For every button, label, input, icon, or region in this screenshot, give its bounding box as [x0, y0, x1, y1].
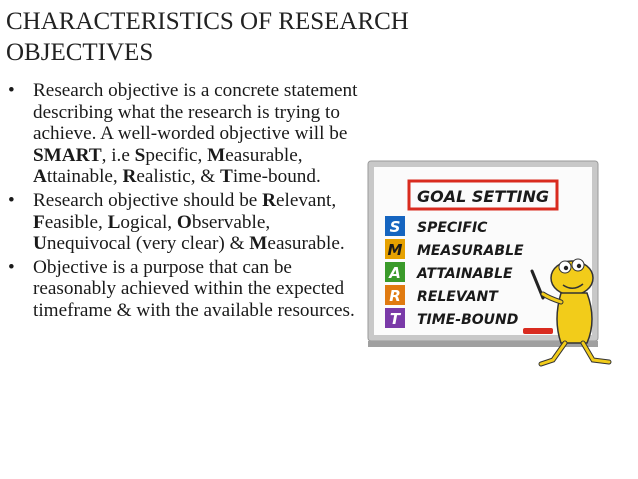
text-segment: easible, [44, 211, 108, 233]
bold-segment: U [33, 233, 47, 255]
text-segment: , i.e [101, 144, 135, 166]
text-segment: nequivocal (very clear) & [46, 233, 250, 255]
word-time-bound: TIME-BOUND [417, 312, 519, 328]
bullet-text [33, 257, 355, 321]
text-segment: bservable, [191, 211, 271, 233]
bold-segment: SMART [33, 144, 102, 166]
word-relevant: RELEVANT [417, 289, 498, 305]
bold-segment: R [122, 166, 137, 188]
bullet-item [6, 80, 366, 188]
text-segment: easurable. [267, 233, 345, 255]
goal-setting-whiteboard-illustration [365, 160, 638, 372]
text-segment: ime-bound. [232, 166, 321, 188]
mascot-pupil-right [577, 264, 581, 268]
bold-segment: L [107, 211, 121, 233]
letter-r: R [389, 287, 401, 305]
text-segment: ttainable, [46, 166, 123, 188]
letter-t: T [389, 310, 401, 328]
bullet-list [6, 80, 366, 324]
bullet-text [33, 190, 345, 254]
word-attainable: ATTAINABLE [417, 266, 513, 282]
marker-on-board [523, 328, 553, 334]
bullet-item [6, 190, 366, 255]
letter-m: M [387, 241, 403, 259]
bold-segment: S [134, 144, 146, 166]
bullet-item [6, 257, 366, 322]
text-segment: easurable, [225, 144, 303, 166]
word-measurable: MEASURABLE [417, 243, 524, 259]
bold-segment: R [262, 189, 276, 211]
bullet-dot: • [8, 189, 15, 211]
mascot-pupil-left [564, 266, 568, 270]
word-specific: SPECIFIC [417, 220, 488, 236]
text-segment: Research objective should be [33, 189, 263, 211]
text-segment: Research objective is a concrete statement describing what the research is trying to achieve. A well-worded objective will be [33, 80, 358, 145]
bullet-dot: • [8, 80, 15, 101]
board-heading: GOAL SETTING [416, 187, 550, 206]
text-segment: Objective is a purpose that can be reasonably achieved within the expected timeframe & with the available resources. [33, 256, 355, 321]
bold-segment: A [33, 166, 47, 188]
text-segment: ealistic, & [136, 166, 221, 188]
text-segment: ogical, [120, 211, 177, 233]
bullet-dot: • [8, 256, 15, 278]
bullet-text [33, 80, 357, 187]
letter-a: A [389, 264, 401, 282]
bold-segment: M [207, 144, 226, 166]
text-segment: elevant, [275, 189, 337, 211]
bold-segment: M [249, 233, 268, 255]
text-segment: pecific, [145, 144, 208, 166]
bold-segment: T [220, 166, 233, 188]
letter-s: S [389, 218, 401, 236]
bold-segment: O [176, 211, 192, 233]
bold-segment: F [33, 211, 45, 233]
slide-title: CHARACTERISTICS OF RESEARCH OBJECTIVES [6, 8, 409, 66]
